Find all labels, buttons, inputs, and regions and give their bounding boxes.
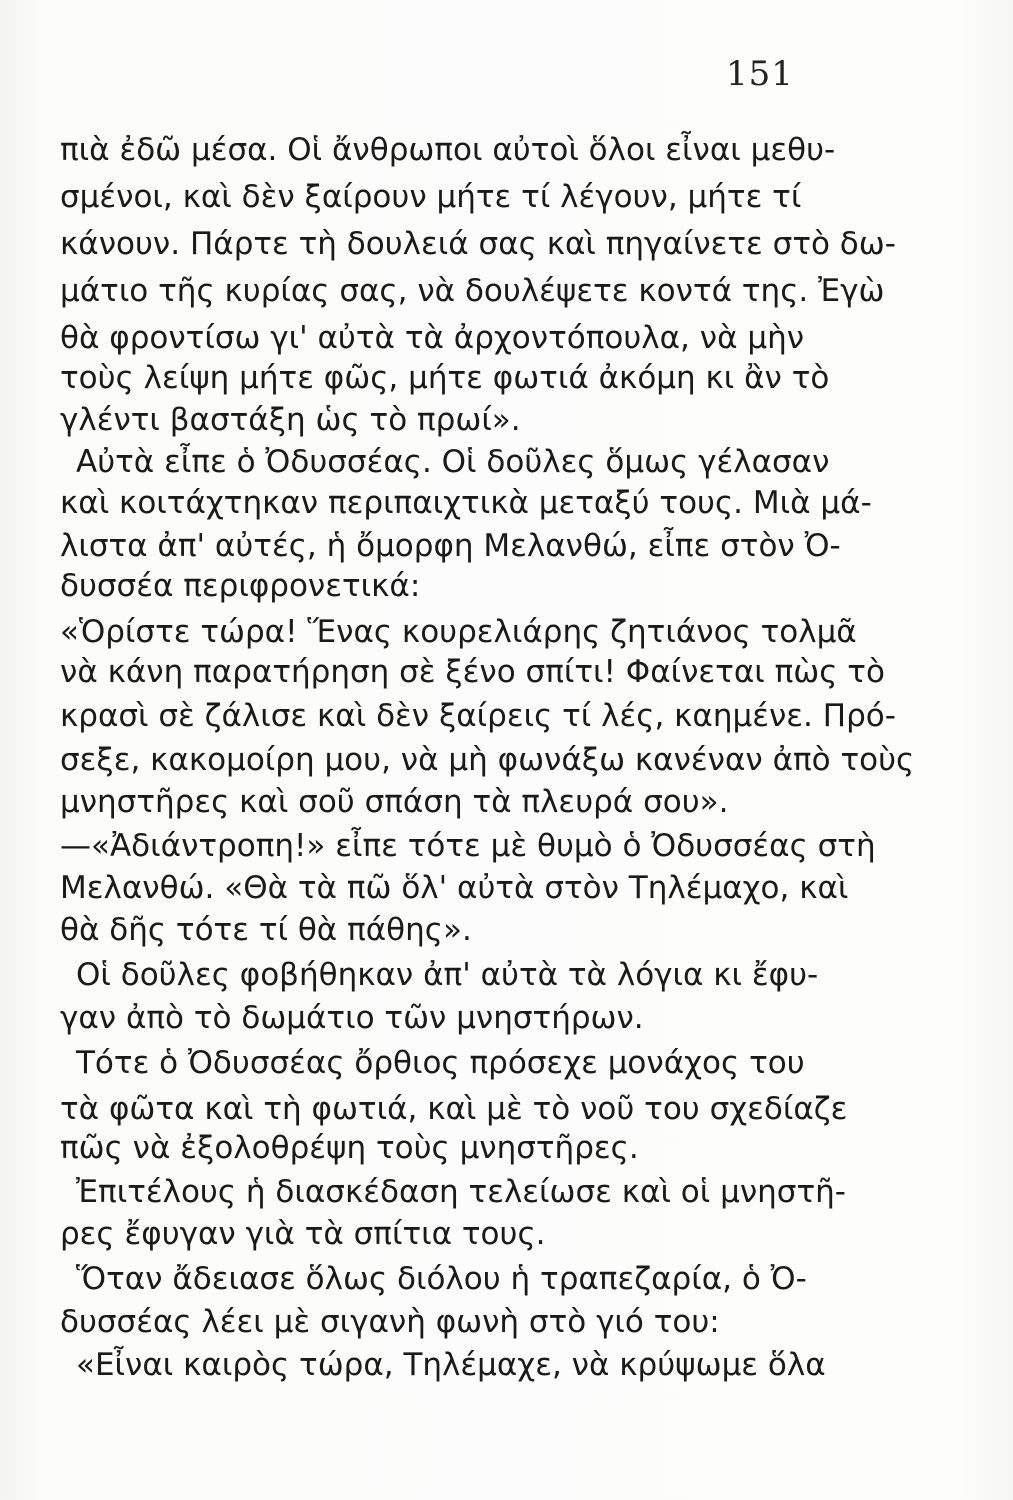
- text-line: θὰ φροντίσω γι' αὐτὰ τὰ ἀρχοντόπουλα, νὰ μὴν: [60, 320, 805, 356]
- text-line: κάνουν. Πάρτε τὴ δουλειά σας καὶ πηγαίνετε στὸ δω-: [60, 226, 896, 262]
- text-line: σεξε, κακομοίρη μου, νὰ μὴ φωνάξω κανέναν ἀπὸ τοὺς: [60, 742, 915, 778]
- text-line: καὶ κοιτάχτηκαν περιπαιχτικὰ μεταξύ τους. Μιὰ μά-: [60, 485, 872, 521]
- text-line: Μελανθώ. «Θὰ τὰ πῶ ὅλ' αὐτὰ στὸν Τηλέμαχο, καὶ: [60, 870, 849, 906]
- text-line: πῶς νὰ ἐξολοθρέψη τοὺς μνηστῆρες.: [60, 1130, 639, 1166]
- text-line: δυσσέας λέει μὲ σιγανὴ φωνὴ στὸ γιό του:: [60, 1304, 720, 1340]
- text-line: Αὐτὰ εἶπε ὁ Ὀδυσσέας. Οἱ δοῦλες ὅμως γέλασαν: [76, 444, 830, 480]
- text-line: Ἐπιτέλους ἡ διασκέδαση τελείωσε καὶ οἱ μνηστῆ-: [76, 1174, 846, 1210]
- text-line: —«Ἀδιάντροπη!» εἶπε τότε μὲ θυμὸ ὁ Ὀδυσσέας στὴ: [60, 828, 876, 864]
- text-line: Οἱ δοῦλες φοβήθηκαν ἀπ' αὐτὰ τὰ λόγια κι ἔφυ-: [76, 957, 819, 993]
- text-line: γλέντι βαστάξη ὡς τὸ πρωί».: [60, 402, 521, 438]
- text-line: Τότε ὁ Ὀδυσσέας ὄρθιος πρόσεχε μονάχος του: [76, 1045, 805, 1081]
- text-line: δυσσέα περιφρονετικά:: [60, 568, 421, 604]
- text-line: θὰ δῆς τότε τί θὰ πάθης».: [60, 912, 472, 948]
- text-line: νὰ κάνη παρατήρηση σὲ ξένο σπίτι! Φαίνεται πὼς τὸ: [60, 654, 885, 690]
- text-line: μάτιο τῆς κυρίας σας, νὰ δουλέψετε κοντά της. Ἐγὼ: [60, 273, 885, 309]
- text-line: τοὺς λείψη μήτε φῶς, μήτε φωτιά ἀκόμη κι ἂν τὸ: [60, 360, 830, 396]
- text-line: πιὰ ἐδῶ μέσα. Οἱ ἄνθρωποι αὐτοὶ ὅλοι εἶναι μεθυ-: [60, 132, 836, 168]
- text-line: Ὅταν ἄδειασε ὅλως διόλου ἡ τραπεζαρία, ὁ Ὀ-: [76, 1261, 807, 1297]
- text-line: τὰ φῶτα καὶ τὴ φωτιά, καὶ μὲ τὸ νοῦ του σχεδίαζε: [60, 1091, 848, 1127]
- text-line: «Εἶναι καιρὸς τώρα, Τηλέμαχε, νὰ κρύψωμε ὅλα: [76, 1347, 826, 1383]
- text-line: λιστα ἀπ' αὐτές, ἡ ὄμορφη Μελανθώ, εἶπε στὸν Ὀ-: [60, 528, 841, 564]
- text-line: μνηστῆρες καὶ σοῦ σπάση τὰ πλευρά σου».: [60, 784, 729, 820]
- text-line: ρες ἔφυγαν γιὰ τὰ σπίτια τους.: [60, 1216, 546, 1252]
- text-line: σμένοι, καὶ δὲν ξαίρουν μήτε τί λέγουν, μήτε τί: [60, 179, 802, 215]
- page-number: 151: [726, 54, 794, 94]
- text-line: κρασὶ σὲ ζάλισε καὶ δὲν ξαίρεις τί λές, καημένε. Πρό-: [60, 698, 896, 734]
- text-line: «Ὁρίστε τώρα! Ἕνας κουρελιάρης ζητιάνος τολμᾶ: [60, 614, 857, 650]
- text-line: γαν ἀπὸ τὸ δωμάτιο τῶν μνηστήρων.: [60, 1000, 644, 1036]
